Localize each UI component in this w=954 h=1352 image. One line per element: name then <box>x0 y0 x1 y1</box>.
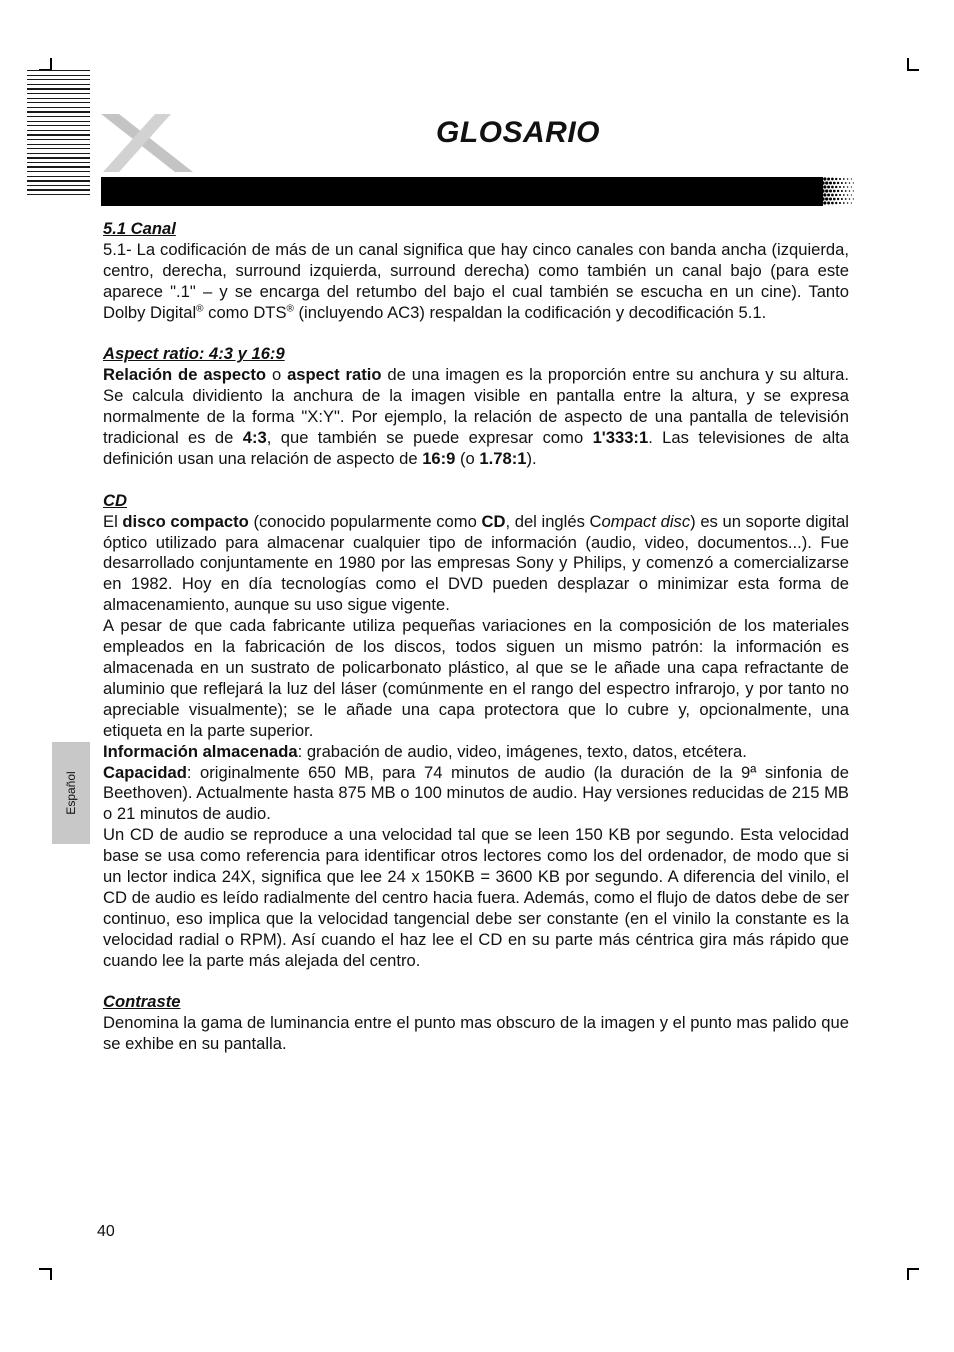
decorative-line <box>27 134 90 135</box>
fade-dot <box>833 198 836 201</box>
text-run: , del inglés C <box>505 511 602 531</box>
text-run: : grabación de audio, video, imágenes, texto, datos, etcétera. <box>297 741 747 761</box>
fade-dot <box>827 186 830 189</box>
decorative-line <box>27 194 90 195</box>
decorative-line <box>27 185 90 186</box>
text-run: Denomina la gama de luminancia entre el punto mas obscuro de la imagen y el punto mas palido que se exhibe en su pantalla. <box>103 1013 849 1054</box>
text-run: (conocido popularmente como <box>248 511 482 531</box>
text-run: 1'333:1 <box>592 428 649 448</box>
fade-dot <box>849 182 851 184</box>
fade-dot <box>825 197 828 200</box>
text-run: , que también se puede expresar como <box>266 428 593 448</box>
text-run: 1.78:1 <box>479 448 527 468</box>
section-paragraph <box>103 616 849 741</box>
fade-dot <box>843 178 845 180</box>
text-run: o <box>266 365 288 385</box>
text-run: ompact disc <box>601 511 691 531</box>
text-run: 5.1- La codificación de más de un canal significa que hay cinco canales con banda ancha (izquierda, centro, derecha, surround izquierda, surround derecha) como también un canal bajo (para este aparece ".1" – y se encarga del retumbo del bajo el cual también se escucha en un cine). Tanto Dolby Digital <box>103 239 849 322</box>
fade-dot <box>835 202 837 204</box>
decorative-line <box>27 162 90 163</box>
section-heading: Aspect ratio: 4:3 y 16:9 <box>103 344 285 364</box>
section-heading: Contraste <box>103 992 181 1012</box>
decorative-line <box>27 125 90 126</box>
fade-dot <box>841 198 843 200</box>
decorative-line <box>27 84 90 85</box>
fade-dot <box>843 202 845 204</box>
decorative-line <box>27 88 90 89</box>
section-gap <box>103 324 849 345</box>
fade-dot <box>847 202 849 204</box>
fade-dot <box>853 190 854 191</box>
crop-mark-bottom-left <box>50 1268 52 1280</box>
header-bar <box>101 177 855 206</box>
fade-dot <box>835 194 837 196</box>
decorative-line <box>27 70 90 71</box>
fade-dot <box>819 201 823 205</box>
fade-dot <box>819 193 823 197</box>
fade-dot <box>843 194 845 196</box>
decorative-line <box>27 107 90 108</box>
decorative-line <box>27 166 90 167</box>
fade-dot <box>845 190 847 192</box>
section-paragraph <box>103 742 849 763</box>
decorative-line <box>27 93 90 94</box>
fade-dot <box>825 189 828 192</box>
fade-dot <box>845 198 847 200</box>
decorative-line <box>27 153 90 154</box>
decorative-line <box>27 139 90 140</box>
text-run: ® <box>286 303 294 315</box>
crop-mark-bottom-right <box>907 1268 909 1280</box>
fade-dot <box>849 190 851 192</box>
fade-dot <box>819 185 823 189</box>
fade-dot <box>821 189 825 193</box>
section-paragraph <box>103 763 849 826</box>
text-run: CD <box>481 511 506 531</box>
fade-dot <box>851 178 852 179</box>
decorative-line <box>27 121 90 122</box>
decorative-line <box>27 148 90 149</box>
fade-dot <box>847 194 849 196</box>
fade-dot <box>851 202 852 203</box>
fade-dot <box>831 202 834 205</box>
fade-dot <box>833 182 836 185</box>
section-paragraph <box>103 365 849 470</box>
fade-dot <box>831 186 834 189</box>
brand-x-logo-icon <box>95 110 195 181</box>
fade-dot <box>839 202 841 204</box>
crop-mark-bottom-right-h <box>907 1268 919 1270</box>
fade-dot <box>837 182 839 184</box>
language-tab-label: Español <box>64 771 78 815</box>
decorative-lines <box>27 70 90 199</box>
section-gap <box>103 972 849 993</box>
text-run: ). <box>526 448 537 468</box>
fade-dot <box>839 178 841 180</box>
text-run: . Las televisiones de alta definición usan una relación de aspecto de <box>103 428 849 468</box>
text-run: aspect ratio <box>287 365 382 385</box>
fade-dot <box>839 194 841 196</box>
decorative-line <box>27 116 90 117</box>
decorative-line <box>27 180 90 181</box>
text-run: Un CD de audio se reproduce a una velocidad tal que se leen 150 KB por segundo. Esta velocidad base se usa como referencia para identificar otros lectores como los del ordenador, de modo que si un lector indica 24X, significa que lee 24 x 150KB = 3600 KB por segundo. A diferencia del vinilo, el CD de audio es leído radialmente del centro hacia fuera. Además, como el flujo de datos debe de ser continuo, eso implica que la velocidad tangencial debe ser constante (en el vinilo la constante es la velocidad radial o RPM). Así cuando el haz lee el CD en su parte más céntrica gira más rápido que cuando lee la parte más alejada del centro. <box>103 825 849 970</box>
fade-dot <box>845 182 847 184</box>
decorative-line <box>27 75 90 76</box>
fade-dot <box>843 186 845 188</box>
fade-dot <box>853 182 854 183</box>
text-run: 4:3 <box>242 428 267 448</box>
fade-dot <box>821 197 825 201</box>
fade-dot <box>831 194 834 197</box>
fade-dot <box>819 177 823 181</box>
section-paragraph <box>103 512 849 617</box>
fade-dot <box>823 177 826 180</box>
section-paragraph <box>103 825 849 971</box>
text-run: 16:9 <box>422 448 456 468</box>
fade-dot <box>841 182 843 184</box>
section-paragraph <box>103 1013 849 1055</box>
section-heading: CD <box>103 490 127 510</box>
text-run: El <box>103 511 123 531</box>
fade-dot <box>833 190 836 193</box>
fade-dot <box>847 178 849 180</box>
text-run: ) es un soporte digital óptico utilizado para almacenar cualquier tipo de información (audio, video, documentos...). Fue desarrollado conjuntamente en 1980 por las empresas Sony y Philips, y comenzó a comercializarse en 1982. Hoy en día tecnologías como el DVD pueden desplazar o minimizar esta forma de almacenamiento, aunque su uso sigue vigente. <box>103 511 849 615</box>
decorative-line <box>27 171 90 172</box>
text-run: A pesar de que cada fabricante utiliza pequeñas variaciones en la composición de los materiales empleados en la fabricación de los discos, todos siguen un mismo patrón: la información es almacenada en un sustrato de policarbonato plástico, al que se le añade una capa refractante de aluminio que reflejará la luz del láser (comúnmente en el rango del espectro infrarojo, y por tanto no apreciable visualmente); se le añade una capa protectora que lo cubre y, opcionalmente, una etiqueta en la parte superior. <box>103 616 849 740</box>
text-run: ® <box>196 303 204 315</box>
section-heading: 5.1 Canal <box>103 219 176 238</box>
decorative-line <box>27 144 90 145</box>
fade-dot <box>829 182 832 185</box>
page-title: GLOSARIO <box>436 116 601 149</box>
fade-dot <box>851 194 852 195</box>
fade-dot <box>821 181 825 185</box>
decorative-line <box>27 130 90 131</box>
fade-dot <box>823 193 826 196</box>
fade-dot <box>837 190 839 192</box>
text-run: como DTS <box>203 302 287 322</box>
page-number: 40 <box>97 1223 115 1240</box>
fade-dot <box>849 198 851 200</box>
fade-dot <box>847 186 849 188</box>
fade-dot <box>853 198 854 199</box>
decorative-line <box>27 102 90 103</box>
decorative-line <box>27 189 90 190</box>
glossary-content <box>103 219 849 1055</box>
text-run: disco compacto <box>122 511 249 531</box>
fade-dot <box>835 186 837 188</box>
decorative-line <box>27 98 90 99</box>
fade-dot <box>829 190 832 193</box>
crop-mark-top-right-h <box>907 69 919 71</box>
fade-dot <box>825 181 828 184</box>
fade-dot <box>839 186 841 188</box>
header-bar-dot-fade <box>819 177 855 206</box>
language-tab <box>52 742 90 844</box>
text-run: (incluyendo AC3) respaldan la codificación y decodificación 5.1. <box>293 302 767 322</box>
section-gap <box>103 470 849 491</box>
fade-dot <box>827 194 830 197</box>
section-paragraph <box>103 240 849 324</box>
fade-dot <box>837 198 839 200</box>
fade-dot <box>831 178 834 181</box>
decorative-line <box>27 176 90 177</box>
fade-dot <box>823 185 826 188</box>
fade-dot <box>827 202 830 205</box>
fade-dot <box>823 201 826 204</box>
crop-mark-bottom-left-h <box>39 1268 51 1270</box>
fade-dot <box>851 186 852 187</box>
decorative-line <box>27 157 90 158</box>
text-run: : originalmente 650 MB, para 74 minutos de audio (la duración de la 9ª sinfonia de Beethoven). Actualmente hasta 875 MB o 100 minutos de audio. Hay versiones reducidas de 215 MB o 21 minutos de audio. <box>103 762 849 824</box>
decorative-line <box>27 79 90 80</box>
text-run: Relación de aspecto <box>103 365 267 385</box>
fade-dot <box>835 178 837 180</box>
fade-dot <box>829 198 832 201</box>
fade-dot <box>827 178 830 181</box>
text-run: Capacidad <box>103 762 187 782</box>
decorative-line <box>27 111 90 112</box>
text-run: (o <box>455 448 480 468</box>
text-run: Información almacenada <box>103 741 298 761</box>
fade-dot <box>841 190 843 192</box>
text-run: de una imagen es la proporción entre su anchura y su altura. Se calcula dividiento la anchura de la imagen visible en pantalla entre la altura, y se expresa normalmente de la forma "X:Y". Por ejemplo, la relación de aspecto de una pantalla de televisión tradicional es de <box>103 365 849 448</box>
